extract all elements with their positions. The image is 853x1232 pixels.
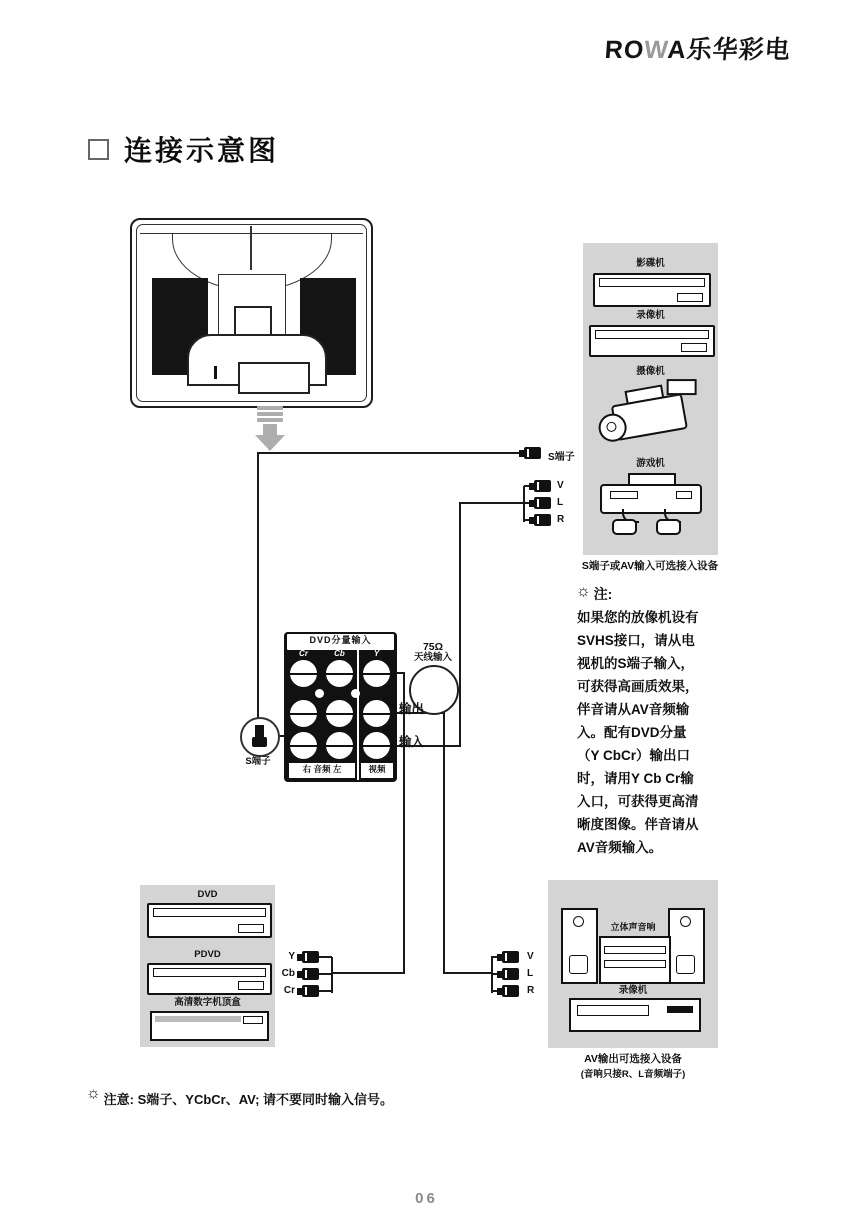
note-line: AV音频输入。 xyxy=(577,840,663,855)
arrow-head xyxy=(255,435,285,451)
bottom-warning xyxy=(86,1086,393,1108)
wire-top-av-bracket xyxy=(523,486,525,522)
antenna-label xyxy=(406,641,460,664)
note-body xyxy=(577,606,769,859)
console-body xyxy=(600,484,702,514)
stereo-receiver xyxy=(599,936,671,984)
plug-label-l2: L xyxy=(527,968,534,979)
arrow-shaft xyxy=(263,424,277,435)
vcd-player-illustration xyxy=(593,273,711,307)
wire-bottom-av-bracket xyxy=(491,957,493,993)
plug-label-r2: R xyxy=(527,985,535,996)
page-title: 连接示意图 xyxy=(124,135,280,166)
arrow-bar xyxy=(257,418,283,422)
tv-tick-mark xyxy=(214,366,217,379)
stereo-label: 立体声音响 xyxy=(610,922,656,932)
audio-tag: 右 音频 左 xyxy=(288,762,356,779)
note-line: SVHS接口，请从电 xyxy=(577,633,695,648)
wire-svideo-horizontal xyxy=(258,452,519,454)
brand-logo xyxy=(604,30,792,66)
note-header xyxy=(576,584,612,604)
jack-cb-3 xyxy=(326,732,353,759)
settop-box-illustration xyxy=(150,1011,269,1041)
plug-body xyxy=(302,951,319,963)
wire-av-input-vertical xyxy=(459,502,461,747)
logo-ro: RO xyxy=(604,36,646,64)
col-label-cr: Cr xyxy=(299,649,308,658)
note-line: 可获得高画质效果， xyxy=(577,679,699,694)
device-label-stb: 高清数字机顶盒 xyxy=(174,997,241,1008)
video-tag: 视频 xyxy=(360,762,394,779)
dvd-component-panel xyxy=(284,632,397,782)
jack-y-3 xyxy=(363,732,390,759)
down-arrow-icon xyxy=(255,406,285,452)
jack-y-1 xyxy=(363,660,390,687)
plug-label-r: R xyxy=(557,514,565,525)
plug-body xyxy=(302,985,319,997)
jack-cr-2 xyxy=(290,700,317,727)
note-line: 伴音请从AV音频输 xyxy=(577,702,690,717)
wire-av-output-vertical xyxy=(443,712,445,974)
page-number: 06 xyxy=(415,1190,438,1207)
camcorder-viewfinder xyxy=(667,379,697,395)
pdvd-player-illustration xyxy=(147,963,272,995)
device-label-camcorder: 摄像机 xyxy=(636,366,665,377)
sun-note-icon: ☼ xyxy=(86,1085,101,1102)
svideo-connector-circle xyxy=(240,717,280,757)
note-line: 入。配有DVD分量 xyxy=(577,725,687,740)
bottom-right-device-panel xyxy=(548,880,718,1048)
caption-line-2: (音响只接R、L音频端子) xyxy=(580,1069,686,1080)
note-line: 晰度图像。伴音请从 xyxy=(577,817,699,832)
wire-component-feed xyxy=(331,972,404,974)
plug-body xyxy=(302,968,319,980)
controller-left xyxy=(612,519,637,535)
jack-cb-1 xyxy=(326,660,353,687)
note-line: 视机的S端子输入， xyxy=(577,656,695,671)
wire-stub xyxy=(319,990,332,992)
rca-plug-l2 xyxy=(497,968,519,980)
device-label-console: 游戏机 xyxy=(636,458,665,469)
wire-svideo-vertical xyxy=(257,452,259,718)
arrow-bar xyxy=(257,412,283,416)
bottom-left-device-panel xyxy=(140,885,275,1047)
rca-plug-r2 xyxy=(497,985,519,997)
note-line: 时，请用Y Cb Cr输 xyxy=(577,771,694,786)
tv-anode-cap xyxy=(234,306,272,336)
rca-plug-v2 xyxy=(497,951,519,963)
logo-a: A xyxy=(666,36,688,64)
panel-screw xyxy=(351,689,360,698)
antenna-text: 天线输入 xyxy=(413,652,452,664)
plug-label-y: Y xyxy=(288,951,295,962)
plug-label-l: L xyxy=(557,497,564,508)
controller-right xyxy=(656,519,681,535)
plug-label-cr: Cr xyxy=(283,985,295,996)
note-title: 注: xyxy=(593,586,613,602)
speaker-right xyxy=(668,908,705,984)
rca-plug-y xyxy=(297,951,319,963)
title-square-icon xyxy=(88,139,109,160)
col-label-cb: Cb xyxy=(334,649,345,658)
jack-y-2 xyxy=(363,700,390,727)
camcorder-illustration xyxy=(592,370,709,459)
device-label-dvd: DVD xyxy=(197,889,218,900)
plug-body xyxy=(502,968,519,980)
plug-body xyxy=(502,985,519,997)
wire-top-av-feed xyxy=(460,502,524,504)
bottom-right-caption xyxy=(545,1051,721,1080)
rca-plug-r xyxy=(529,514,551,526)
top-panel-caption: S端子或AV输入可选接入设备 xyxy=(581,560,719,572)
wire-av-output-feed xyxy=(443,972,492,974)
speaker-left xyxy=(561,908,598,984)
rca-plug-l xyxy=(529,497,551,509)
plug-body xyxy=(534,497,551,509)
sun-note-icon: ☼ xyxy=(576,583,591,600)
tv-jack-panel xyxy=(238,362,310,394)
plug-body xyxy=(524,447,541,459)
panel-screw xyxy=(315,689,324,698)
panel-divider xyxy=(357,648,359,780)
vcr-bottom-illustration xyxy=(569,998,701,1032)
plug-label-v2: V xyxy=(527,951,534,962)
tv-back-illustration xyxy=(130,218,373,408)
svideo-plug-label: S端子 xyxy=(548,452,575,463)
plug-body xyxy=(502,951,519,963)
logo-cn: 乐华彩电 xyxy=(685,36,792,64)
svideo-side-label: S端子 xyxy=(245,756,271,767)
vcr-illustration xyxy=(589,325,715,357)
jack-cr-3 xyxy=(290,732,317,759)
note-line: 入口，可获得更高清 xyxy=(577,794,699,809)
note-line: 如果您的放像机设有 xyxy=(577,610,699,625)
svideo-connector-base xyxy=(252,737,267,747)
device-label-vcr: 录像机 xyxy=(636,310,665,321)
logo-w: W xyxy=(643,36,669,64)
col-label-y: Y xyxy=(373,649,380,658)
rca-plug-cb xyxy=(297,968,319,980)
rca-plug-cr xyxy=(297,985,319,997)
input-label: 输入 xyxy=(399,735,425,749)
bottom-warning-text: 注意: S端子、YCbCr、AV; 请不要同时输入信号。 xyxy=(103,1092,394,1107)
vcr-label: 录像机 xyxy=(618,985,648,996)
device-label-vcd: 影碟机 xyxy=(636,258,665,269)
panel-title: DVD分量输入 xyxy=(285,632,396,652)
device-label-pdvd: PDVD xyxy=(194,949,221,960)
plug-label-cb: Cb xyxy=(281,968,295,979)
jack-cb-2 xyxy=(326,700,353,727)
caption-line-1: AV输出可选接入设备 xyxy=(584,1053,682,1065)
plug-body xyxy=(534,514,551,526)
output-label: 输出 xyxy=(399,702,425,716)
wire-stub xyxy=(319,956,332,958)
antenna-ohm: 75Ω xyxy=(422,641,444,653)
rca-plug-v xyxy=(529,480,551,492)
wire-component-bracket xyxy=(331,957,333,993)
arrow-bar xyxy=(257,406,283,410)
game-console-illustration xyxy=(600,471,700,533)
dvd-player-illustration xyxy=(147,903,272,938)
note-line: （Y CbCr）输出口 xyxy=(577,748,691,763)
top-device-panel xyxy=(583,243,718,555)
plug-label-v: V xyxy=(557,480,564,491)
svideo-plug xyxy=(519,447,541,459)
plug-body xyxy=(534,480,551,492)
jack-cr-1 xyxy=(290,660,317,687)
wire-component-vertical xyxy=(403,672,405,974)
